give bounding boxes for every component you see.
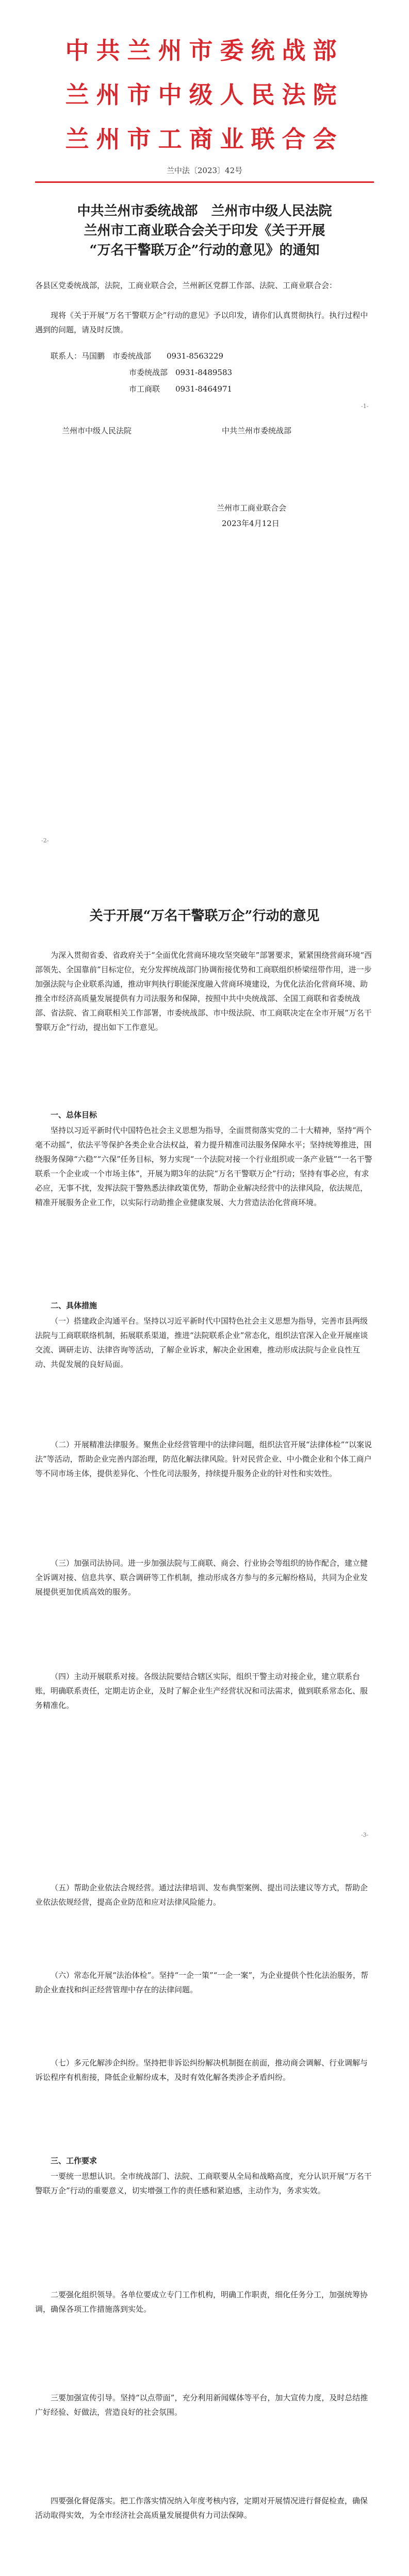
page-mark-3: -3- — [361, 1832, 369, 1838]
section-1-title: 一、总体目标 — [51, 1110, 97, 1120]
section-3-title: 三、工作要求 — [51, 2156, 97, 2165]
section-2-item-5: （五）帮助企业依法合规经营。通过法律培训、发布典型案例、提出司法建议等方式，帮助企业依法依规经营，提高企业防范和应对法律风险能力。 — [35, 1883, 368, 1907]
document-number: 兰中法〔2023〕42号 — [166, 166, 243, 175]
signature-united-front: 中共兰州市委统战部 — [222, 426, 292, 435]
page-mark-2: -2- — [41, 837, 49, 844]
red-divider — [35, 181, 374, 183]
notice-title-line-1: 中共兰州市委统战部 兰州市中级人民法院 — [77, 204, 332, 219]
notice-body: 现将《关于开展“万名干警联万企”行动的意见》予以印发，请你们认真贯彻执行。执行过程中遇到的问题，请及时反馈。 — [35, 311, 368, 334]
section-2-title: 二、具体措施 — [51, 1301, 97, 1310]
header-org-3: 兰州市工商业联合会 — [65, 125, 344, 153]
section-1-body: 坚持以习近平新时代中国特色社会主义思想为指导，全面贯彻落实党的二十大精神，坚持“两个毫不动摇”，依法平等保护各类企业合法权益，着力提升精准司法服务保障水平；坚持统筹推进，围绕服务保障“六稳”“六保”任务目标，努力实现“一个法院对接一个行业组织或一条产业链”“一名干警联系一个企业或一个市场主体”，开展为期3年的法院“万名干警联万企”行动；坚持有事必应，有求必应，无事不扰，发挥法院干警熟悉法律政策优势，帮助企业解决经营中的法律风险，依法规范，精准开展服务企业工作，以实际行动助推企业健康发展、大力营造法治化营商环境。 — [35, 1126, 372, 1207]
section-3-item-3: 三要加强宣传引导。坚持“以点带面”，充分利用新闻媒体等平台，加大宣传力度，及时总结推广好经验、好做法，营造良好的社会氛围。 — [35, 2393, 368, 2417]
signature-federation: 兰州市工商业联合会 — [217, 503, 287, 513]
section-3-item-1: 一要统一思想认识。全市统战部门、法院、工商联要从全局和战略高度，充分认识开展“万名干警联万企”行动的重要意义，切实增强工作的责任感和紧迫感，主动作为，务求实效。 — [35, 2172, 372, 2195]
section-2-item-4: （四）主动开展联系对接。各级法院要结合辖区实际，组织干警主动对接企业，建立联系台账，明确联系责任，定期走访企业，及时了解企业生产经营状况和司法需求，做到联系常态化、服务精准化。 — [35, 1672, 368, 1710]
section-3-item-4: 四要强化督促落实。把工作落实情况纳入年度考核内容，定期对开展情况进行督促检查，确保活动取得实效，为全市经济社会高质量发展提供有力司法保障。 — [35, 2496, 368, 2520]
page-mark-1: -1- — [361, 403, 369, 410]
notice-date: 2023年4月12日 — [222, 519, 280, 528]
section-2-item-3: （三）加强司法协同。进一步加强法院与工商联、商会、行业协会等组织的协作配合，建立健全诉调对接、信息共享、联合调研等工作机制，推动形成各方参与的多元解纷格局，共同为企业发展提供更加优质高效的服务。 — [35, 1558, 368, 1597]
opinion-intro: 为深入贯彻省委、省政府关于“全面优化营商环境攻坚突破年”部署要求，紧紧围绕营商环境“西部领先、全国靠前”目标定位，充分发挥统战部门协调衔接优势和工商联组织桥梁纽带作用，进一步加强法院与企业联系沟通，推动审判执行职能深度融入营商环境建设，为优化法治化营商环境、助推全市经济高质量发展提供有力司法服务和保障，按照中共中央统战部、全国工商联和省委统战部、省法院、省工商联相关工作部署，市委统战部、市中级法院、市工商联决定在全市开展“万名干警联万企”行动，提出如下工作意见。 — [35, 951, 372, 1032]
section-3-item-2: 二要强化组织领导。各单位要成立专门工作机构，明确工作职责，细化任务分工，加强统筹协调，确保各项工作措施落到实处。 — [35, 2290, 368, 2314]
header-org-1: 中共兰州市委统战部 — [65, 37, 344, 64]
notice-title-line-3: “万名干警联万企”行动的意见》的通知 — [89, 243, 320, 258]
section-2-item-6: （六）常态化开展“法治体检”。坚持“一企一策”“一企一案”，为企业提供个性化法治服务，帮助企业查找和纠正经营管理中存在的法律问题。 — [35, 1971, 369, 1994]
section-2-item-2: （二）开展精准法律服务。聚焦企业经营管理中的法律问题，组织法官开展“法律体检”“以案说法”等活动，帮助企业完善内部治理，防范化解法律风险。针对民营企业、中小微企业和个体工商户等不同市场主体，提供差异化、个性化司法服务，持续提升服务企业的针对性和实效性。 — [35, 1440, 372, 1478]
signature-court: 兰州市中级人民法院 — [62, 426, 132, 435]
contact-line-2: 市委统战部 0931-8489583 — [129, 368, 233, 377]
header-org-2: 兰州市中级人民法院 — [65, 81, 344, 109]
contact-line-3: 市工商联 0931-8464971 — [129, 384, 233, 394]
section-2-item-1: （一）搭建政企沟通平台。坚持以习近平新时代中国特色社会主义思想为指导，完善市县两级法院与工商联联络机制，拓展联系渠道，推进“法院联系企业”常态化，组织法官深入企业开展座谈交流、调研走访、法律咨询等活动，了解企业诉求，解决企业困难，推动形成法院与企业良性互动、共促发展的良好局面。 — [35, 1316, 368, 1369]
notice-title-line-2: 兰州市工商业联合会关于印发《关于开展 — [84, 223, 325, 239]
opinion-title: 关于开展“万名干警联万企”行动的意见 — [89, 908, 320, 924]
contact-line-1: 联系人：马国鹏 市委统战部 0931-8563229 — [51, 351, 224, 361]
notice-addressee: 各县区党委统战部，法院，工商业联合会，兰州新区党群工作部、法院、工商业联合会： — [35, 281, 337, 290]
section-2-item-7: （七）多元化解涉企纠纷。坚持把非诉讼纠纷解决机制挺在前面，推动商会调解、行业调解与诉讼程序有机衔接，降低企业解纷成本，及时有效化解各类涉企矛盾纠纷。 — [35, 2058, 368, 2082]
